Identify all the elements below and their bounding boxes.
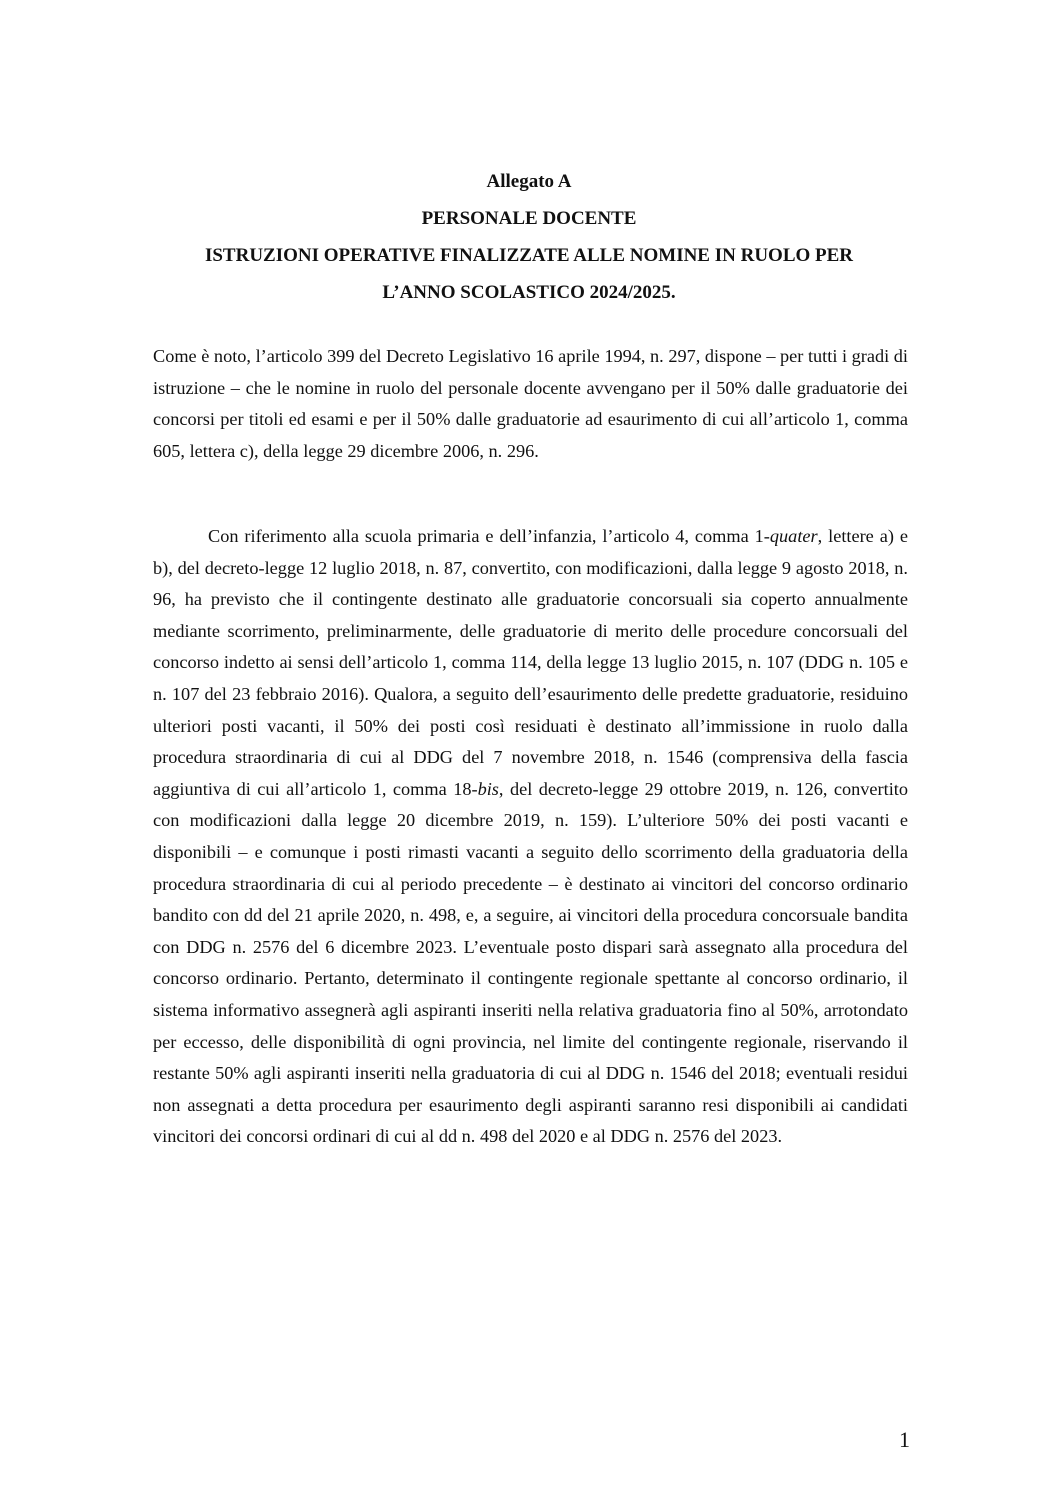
paragraph-primary-school: [153, 521, 908, 1153]
heading-instructions-title: ISTRUZIONI OPERATIVE FINALIZZATE ALLE NOMINE IN RUOLO PER: [204, 245, 854, 266]
paragraph-text: , del decreto-legge 29 ottobre 2019, n. 126, convertito con modificazioni dalla legge 20 dicembre 2019, n. 159). L’ulteriore 50% dei posti vacanti e disponibili – e comunque i posti rimasti vacanti a seguito dello scorrimento della graduatoria della procedura straordinaria di cui al periodo precedente – è destinato ai vincitori del concorso ordinario bandito con dd del 21 aprile 2020, n. 498, e, a seguire, ai vincitori della procedura concorsuale bandita con DDG n. 2576 del 6 dicembre 2023. L’eventuale posto dispari sarà assegnato alla procedura del concorso ordinario. Pertanto, determinato il contingente regionale spettante al concorso ordinario, il sistema informativo assegnerà agli aspiranti inseriti nella relativa graduatoria fino al 50%, arrotondato per eccesso, delle disponibilità di ogni provincia, nel limite del contingente regionale, riservando il restante 50% agli aspiranti inseriti nella graduatoria di cui al DDG n. 1546 del 2018; eventuali residui non assegnati a detta procedura per esaurimento degli aspiranti saranno resi disponibili ai candidati vincitori dei concorsi ordinari di cui al dd n. 498 del 2020 e al DDG n. 2576 del 2023.: [153, 778, 908, 1147]
paragraph-intro: Come è noto, l’articolo 399 del Decreto Legislativo 16 aprile 1994, n. 297, dispone – per tutti i gradi di istruzione – che le nomine in ruolo del personale docente avvengano per il 50% dalle graduatorie dei concorsi per titoli ed esami e per il 50% dalle graduatorie ad esaurimento di cui all’articolo 1, comma 605, lettera c), della legge 29 dicembre 2006, n. 296.: [153, 346, 908, 461]
paragraph-italic-term: bis: [477, 778, 499, 799]
heading-staff-category: PERSONALE DOCENTE: [421, 208, 637, 229]
document-heading: [150, 163, 908, 311]
heading-school-year: L’ANNO SCOLASTICO 2024/2025.: [382, 282, 676, 303]
page-number: 1: [899, 1427, 910, 1452]
paragraph-italic-term: quater: [769, 526, 818, 546]
paragraph-text: , lettere a) e b), del decreto-legge 12 luglio 2018, n. 87, convertito, con modificazioni, dalla legge 9 agosto 2018, n. 96, ha previsto che il contingente destinato alle graduatorie concorsuali sia coperto annualmente mediante scorrimento, preliminarmente, delle graduatorie di merito delle procedure concorsuali del concorso indetto ai sensi dell’articolo 1, comma 114, della legge 13 luglio 2015, n. 107 (DDG n. 105 e n. 107 del 23 febbraio 2016). Qualora, a seguito dell’esaurimento delle predette graduatorie, residuino ulteriori posti vacanti, il 50% dei posti così residuati è destinato all’immissione in ruolo dalla procedura straordinaria di cui al DDG del 7 novembre 2018, n. 1546 (comprensiva della fascia aggiuntiva di cui all’articolo 1, comma 18-: [153, 526, 908, 799]
paragraph-text: Con riferimento alla scuola primaria e dell’infanzia, l’articolo 4, comma 1-: [208, 526, 770, 546]
heading-annex-title: Allegato A: [486, 171, 572, 192]
